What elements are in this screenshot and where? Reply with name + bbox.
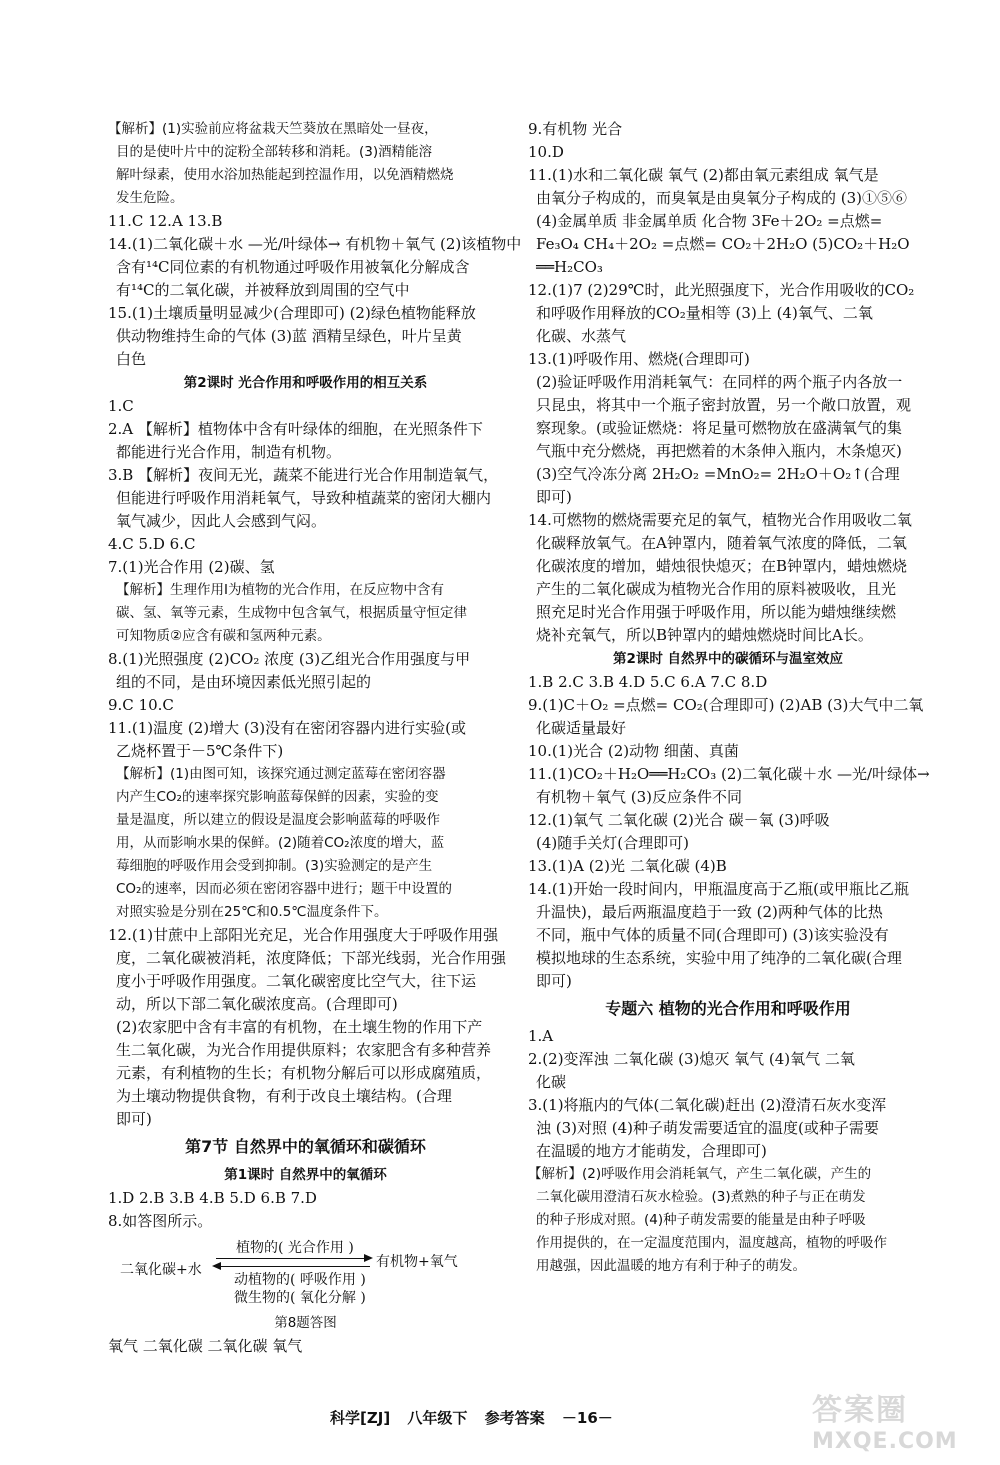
answer-line: 1.A [528, 1027, 554, 1045]
answer-line: (3)空气冷冻分离 2H₂O₂ =MnO₂= 2H₂O＋O₂↑(合理 [536, 465, 900, 483]
answer-line: 动，所以下部二氧化碳浓度高。(合理即可) [116, 995, 398, 1013]
reverse-arrow [220, 1266, 370, 1267]
answer-line: (2)农家肥中含有丰富的有机物，在土壤生物的作用下产 [116, 1018, 483, 1036]
answer-line: 1.D 2.B 3.B 4.B 5.D 6.B 7.D [108, 1189, 317, 1207]
diagram-top-label: 植物的( 光合作用 ) [236, 1240, 354, 1256]
forward-arrow [216, 1258, 366, 1259]
answer-line: 用越强，因此温暖的地方有利于种子的萌发。 [536, 1258, 806, 1274]
answer-line: 化碳、水蒸气 [536, 327, 627, 345]
answer-line: 内产生CO₂的速率探究影响蓝莓保鲜的因素，实验的变 [116, 789, 439, 805]
answer-line: 1.C [108, 397, 134, 415]
answer-line: 气瓶中充分燃烧，再把燃着的木条伸入瓶内，木条熄灭) [536, 442, 902, 460]
diagram-reactants: 二氧化碳+水 [120, 1262, 202, 1278]
left-column [108, 118, 522, 1358]
answer-line: 对照实验是分别在25℃和0.5℃温度条件下。 [116, 904, 388, 920]
answer-line: 【解析】生理作用Ⅰ为植物的光合作用，在反应物中含有 [116, 582, 444, 598]
answer-line: ══H₂CO₃ [536, 258, 603, 276]
answer-line: 二氧化碳用澄清石灰水检验。(3)煮熟的种子与正在萌发 [536, 1189, 866, 1205]
footer-subject: 科学[ZJ] [330, 1409, 391, 1427]
diagram-bottom-label-2: 微生物的( 氧化分解 ) [234, 1290, 366, 1306]
answer-line: 2.(2)变浑浊 二氧化碳 (3)熄灭 氧气 (4)氧气 二氧 [528, 1050, 855, 1068]
answer-line: 12.(1)氧气 二氧化碳 (2)光合 碳－氧 (3)呼吸 [528, 811, 830, 829]
answer-line: 白色 [116, 350, 147, 368]
lesson-heading: 第2课时 自然界中的碳循环与温室效应 [612, 651, 844, 667]
answer-line: 化碳适量最好 [536, 719, 627, 737]
answer-line: 度小于呼吸作用强度。二氧化碳密度比空气大，往下运 [116, 972, 477, 990]
answer-line: 碳、氢、氧等元素，生成物中包含氧气，根据质量守恒定律 [116, 605, 467, 621]
right-column [528, 118, 928, 1278]
answer-line: 有机物＋氧气 (3)反应条件不同 [536, 788, 743, 806]
answer-line: 的种子形成对照。(4)种子萌发需要的能量是由种子呼吸 [536, 1212, 866, 1228]
answer-line: 有¹⁴C的二氧化碳，并被释放到周围的空气中 [116, 281, 410, 299]
answer-line: 量是温度，所以建立的假设是温度会影响蓝莓的呼吸作 [116, 812, 440, 828]
answer-line: 14.(1)二氧化碳＋水 —光/叶绿体→ 有机物＋氧气 (2)该植物中 [108, 235, 522, 253]
answer-line: 14.可燃物的燃烧需要充足的氧气，植物光合作用吸收二氧 [528, 511, 912, 529]
answer-line: 氧气减少，因此人会感到气闷。 [116, 512, 327, 530]
answer-line: 乙烧杯置于－5℃条件下) [116, 742, 284, 760]
answer-line: 解叶绿素，使用水浴加热能起到控温作用，以免酒精燃烧 [116, 167, 454, 183]
answer-line: 发生危险。 [116, 190, 184, 206]
page-number: －16－ [561, 1409, 613, 1427]
answer-line: 察现象。(或验证燃烧：将足量可燃物放在盛满氧气的集 [536, 419, 902, 437]
answer-line: 度，二氧化碳被消耗，浓度降低；下部光线弱，光合作用强 [116, 949, 507, 967]
answer-line: 1.B 2.C 3.B 4.D 5.C 6.A 7.C 8.D [528, 673, 768, 691]
diagram-caption: 第8题答图 [274, 1315, 337, 1331]
answer-line: 只昆虫，将其中一个瓶子密封放置，另一个敞口放置，观 [536, 396, 912, 414]
watermark-logo [812, 1393, 972, 1459]
answer-line: 8.(1)光照强度 (2)CO₂ 浓度 (3)乙组光合作用强度与甲 [108, 650, 471, 668]
answer-line: 13.(1)A (2)光 二氧化碳 (4)B [528, 857, 727, 875]
answer-line: 11.C 12.A 13.B [108, 212, 223, 230]
answer-line: 莓细胞的呼吸作用会受到抑制。(3)实验测定的是产生 [116, 858, 433, 874]
answer-line: 2.A 【解析】植物体中含有叶绿体的细胞，在光照条件下 [108, 420, 483, 438]
answer-line: 13.(1)呼吸作用、燃烧(合理即可) [528, 350, 750, 368]
answer-line: 含有¹⁴C同位素的有机物通过呼吸作用被氧化分解成含 [116, 258, 470, 276]
answer-line: 在温暖的地方才能萌发，合理即可) [536, 1142, 767, 1160]
answer-line: 氧气 二氧化碳 二氧化碳 氧气 [108, 1337, 303, 1355]
diagram-products: 有机物+氧气 [376, 1254, 458, 1270]
watermark-logo-text: 答案圈 [812, 1393, 908, 1428]
answer-line: 元素，有利植物的生长；有机物分解后可以形成腐殖质， [116, 1064, 492, 1082]
answer-line: 化碳浓度的增加，蜡烛很快熄灭；在B钟罩内，蜡烛燃烧 [536, 557, 908, 575]
section-heading: 第7节 自然界中的氧循环和碳循环 [185, 1137, 426, 1156]
answer-line: 和呼吸作用释放的CO₂量相等 (3)上 (4)氧气、二氧 [536, 304, 873, 322]
answer-line: 升温快)，最后两瓶温度趋于一致 (2)两种气体的比热 [536, 903, 883, 921]
forward-arrow-head [364, 1254, 373, 1262]
answer-line: 3.B 【解析】夜间无光，蔬菜不能进行光合作用制造氧气， [108, 466, 499, 484]
answer-line: 9.C 10.C [108, 696, 174, 714]
answer-line: 【解析】(1)由图可知，该探究通过测定蓝莓在密闭容器 [116, 766, 446, 782]
answer-line: 模拟地球的生态系统，实验中用了纯净的二氧化碳(合理 [536, 949, 902, 967]
answer-line: 即可) [536, 972, 572, 990]
answer-line: 9.(1)C＋O₂ =点燃= CO₂(合理即可) (2)AB (3)大气中二氧 [528, 696, 924, 714]
answer-line: 15.(1)土壤质量明显减少(合理即可) (2)绿色植物能释放 [108, 304, 476, 322]
answer-line: 浊 (3)对照 (4)种子萌发需要适宜的温度(或种子需要 [536, 1119, 879, 1137]
answer-line: 由氧分子构成的，而臭氧是由臭氧分子构成的 (3)①⑤⑥ [536, 189, 908, 207]
watermark-logo-url: MXQE.COM [812, 1429, 958, 1454]
answer-line: 烧补充氧气，所以B钟罩内的蜡烛燃烧时间比A长。 [536, 626, 873, 644]
answer-line: 10.D [528, 143, 564, 161]
footer-label: 参考答案 [484, 1409, 545, 1427]
answer-line: (4)金属单质 非金属单质 化合物 3Fe＋2O₂ =点燃= [536, 212, 883, 230]
answer-line: 生二氧化碳，为光合作用提供原料；农家肥含有多种营养 [116, 1041, 492, 1059]
lesson-heading: 第2课时 光合作用和呼吸作用的相互关系 [183, 375, 428, 391]
answer-line: 12.(1)甘蔗中上部阳光充足，光合作用强度大于呼吸作用强 [108, 926, 499, 944]
answer-line: 不同，瓶中气体的质量不同(合理即可) (3)该实验没有 [536, 926, 889, 944]
answer-line: 9.有机物 光合 [528, 120, 623, 138]
answer-line: 11.(1)CO₂＋H₂O══H₂CO₃ (2)二氧化碳＋水 —光/叶绿体→ [528, 765, 930, 783]
section-heading: 专题六 植物的光合作用和呼吸作用 [605, 999, 851, 1018]
answer-line: 7.(1)光合作用 (2)碳、氢 [108, 558, 275, 576]
answer-line: 11.(1)温度 (2)增大 (3)没有在密闭容器内进行实验(或 [108, 719, 466, 737]
answer-line: 3.(1)将瓶内的气体(二氧化碳)赶出 (2)澄清石灰水变浑 [528, 1096, 887, 1114]
lesson-heading: 第1课时 自然界中的氧循环 [224, 1167, 387, 1183]
answer-line: 但能进行呼吸作用消耗氧气，导致种植蔬菜的密闭大棚内 [116, 489, 492, 507]
answer-line: 8.如答图所示。 [108, 1212, 213, 1230]
answer-line: (4)随手关灯(合理即可) [536, 834, 689, 852]
answer-line: 【解析】(2)呼吸作用会消耗氧气，产生二氧化碳，产生的 [528, 1166, 872, 1182]
answer-line: CO₂的速率，因而必须在密闭容器中进行；题干中设置的 [116, 881, 452, 897]
answer-line: 组的不同，是由环境因素低光照引起的 [116, 673, 372, 691]
footer-grade: 八年级下 [407, 1409, 468, 1427]
answer-line: 化碳 [536, 1073, 567, 1091]
answer-line: 为土壤动物提供食物，有利于改良土壤结构。(合理 [116, 1087, 452, 1105]
answer-line: 即可) [536, 488, 572, 506]
answer-line: 目的是使叶片中的淀粉全部转移和消耗。(3)酒精能溶 [116, 144, 433, 160]
answer-line: 化碳释放氧气。在A钟罩内，随着氧气浓度的降低，二氧 [536, 534, 907, 552]
answer-line: 照充足时光合作用强于呼吸作用，所以能为蜡烛继续燃 [536, 603, 897, 621]
answer-line: (2)验证呼吸作用消耗氧气：在同样的两个瓶子内各放一 [536, 373, 903, 391]
answer-line: 产生的二氧化碳成为植物光合作用的原料被吸收，且光 [536, 580, 897, 598]
answer-line: 11.(1)水和二氧化碳 氧气 (2)都由氧元素组成 氧气是 [528, 166, 879, 184]
answer-line: Fe₃O₄ CH₄＋2O₂ =点燃= CO₂＋2H₂O (5)CO₂＋H₂O [536, 235, 910, 253]
diagram-bottom-label-1: 动植物的( 呼吸作用 ) [234, 1272, 366, 1288]
answer-line: 可知物质②应含有碳和氢两种元素。 [116, 628, 331, 644]
answer-line: 作用提供的，在一定温度范围内，温度越高，植物的呼吸作 [536, 1235, 887, 1251]
answer-line: 即可) [116, 1110, 152, 1128]
answer-line: 4.C 5.D 6.C [108, 535, 196, 553]
answer-line: 14.(1)开始一段时间内，甲瓶温度高于乙瓶(或甲瓶比乙瓶 [528, 880, 909, 898]
cycle-diagram [108, 1237, 503, 1309]
answer-line: 用，从而影响水果的保鲜。(2)随着CO₂浓度的增大，蓝 [116, 835, 445, 851]
answer-line: 12.(1)7 (2)29℃时，此光照强度下，光合作用吸收的CO₂ [528, 281, 915, 299]
answer-line: 10.(1)光合 (2)动物 细菌、真菌 [528, 742, 739, 760]
page-footer [330, 1407, 625, 1428]
reverse-arrow-head [212, 1262, 221, 1270]
answer-line: 【解析】(1)实验前应将盆栽天竺葵放在黑暗处一昼夜， [108, 121, 438, 137]
answer-line: 供动物维持生命的气体 (3)蓝 酒精呈绿色，叶片呈黄 [116, 327, 462, 345]
answer-line: 都能进行光合作用，制造有机物。 [116, 443, 342, 461]
